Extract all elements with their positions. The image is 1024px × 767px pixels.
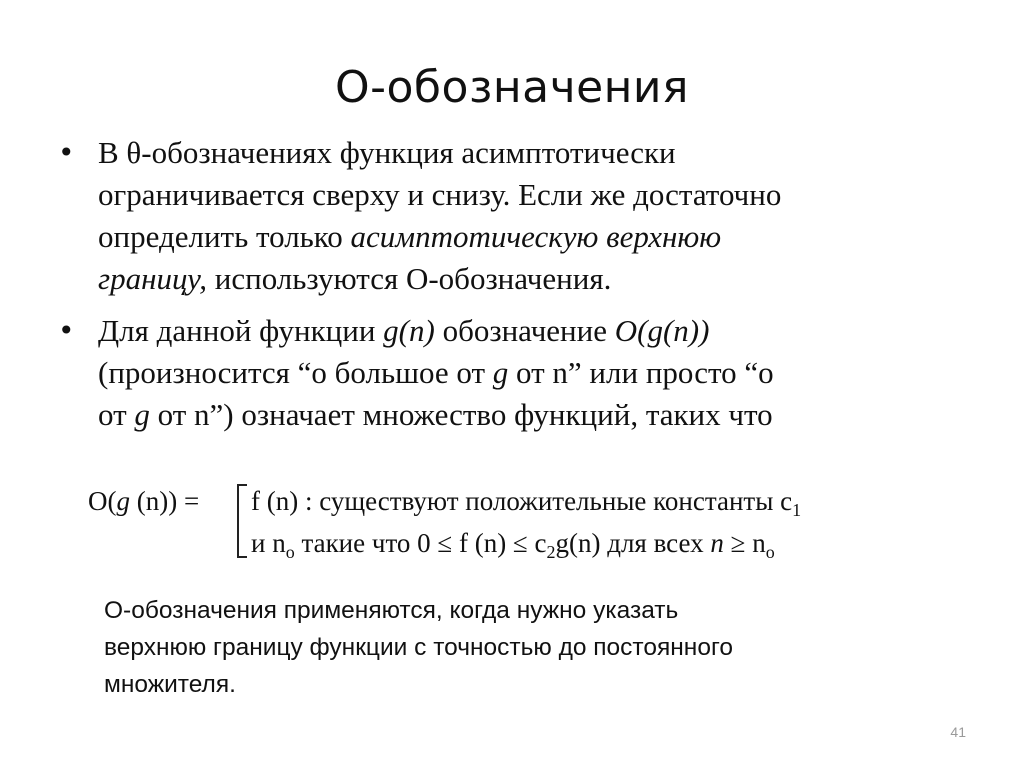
note-text: [104, 592, 964, 703]
subscript: o: [765, 542, 775, 562]
text-line: и $n_o$ такие что 0 ≤ f $(n) \le c_2g(n)$ для всех $n \ge n_o$: [251, 528, 775, 562]
bullet-dot-icon: •: [58, 314, 75, 347]
italic-text: границу,: [98, 261, 208, 296]
bullet-dot-icon: •: [58, 136, 75, 169]
subscript: 1: [792, 500, 802, 520]
italic-text: g(n): [383, 313, 435, 348]
formula-lhs: O(g (n)) =: [88, 486, 200, 516]
italic-text: n: [710, 528, 724, 558]
bullet-item: [58, 132, 958, 300]
bullet-list: [58, 132, 958, 436]
slide-title: О-обозначения: [334, 62, 689, 113]
left-brace-icon: [237, 484, 247, 558]
text-line: В θ-обозначениях функция асимптотически: [98, 135, 676, 170]
text-line: Для данной функции g(n) обозначение O(g(n)): [98, 313, 710, 348]
italic-text: асимптотическую верхнюю: [350, 219, 722, 254]
note-line: верхнюю границу функции с точностью до постоянного: [104, 634, 733, 661]
bullet-text: [98, 132, 958, 300]
page-number: 41: [950, 724, 966, 740]
text-line: f (n) : существуют положительные константы $c_1$: [251, 486, 802, 520]
subscript: 2: [546, 542, 556, 562]
italic-text: O(g(n)): [614, 313, 710, 348]
italic-text: g: [116, 486, 130, 516]
bullet-text: [98, 310, 958, 436]
text-line: границу, используются О-обозначения.: [98, 261, 612, 296]
italic-text: g: [492, 355, 509, 390]
text-line: (произносится “о большое от g от n” или просто “о: [98, 355, 774, 390]
note-line: О-обозначения применяются, когда нужно указать: [104, 597, 679, 624]
note-line: множителя.: [104, 671, 236, 698]
formula-rhs: [251, 480, 971, 564]
text-line: ограничивается сверху и снизу. Если же достаточно: [98, 177, 782, 212]
text-line: от g от n”) означает множество функций, таких что: [98, 397, 773, 432]
italic-text: g: [134, 397, 150, 432]
bullet-item: [58, 310, 958, 436]
subscript: o: [285, 542, 295, 562]
text-line: определить только асимптотическую верхнюю: [98, 219, 722, 254]
